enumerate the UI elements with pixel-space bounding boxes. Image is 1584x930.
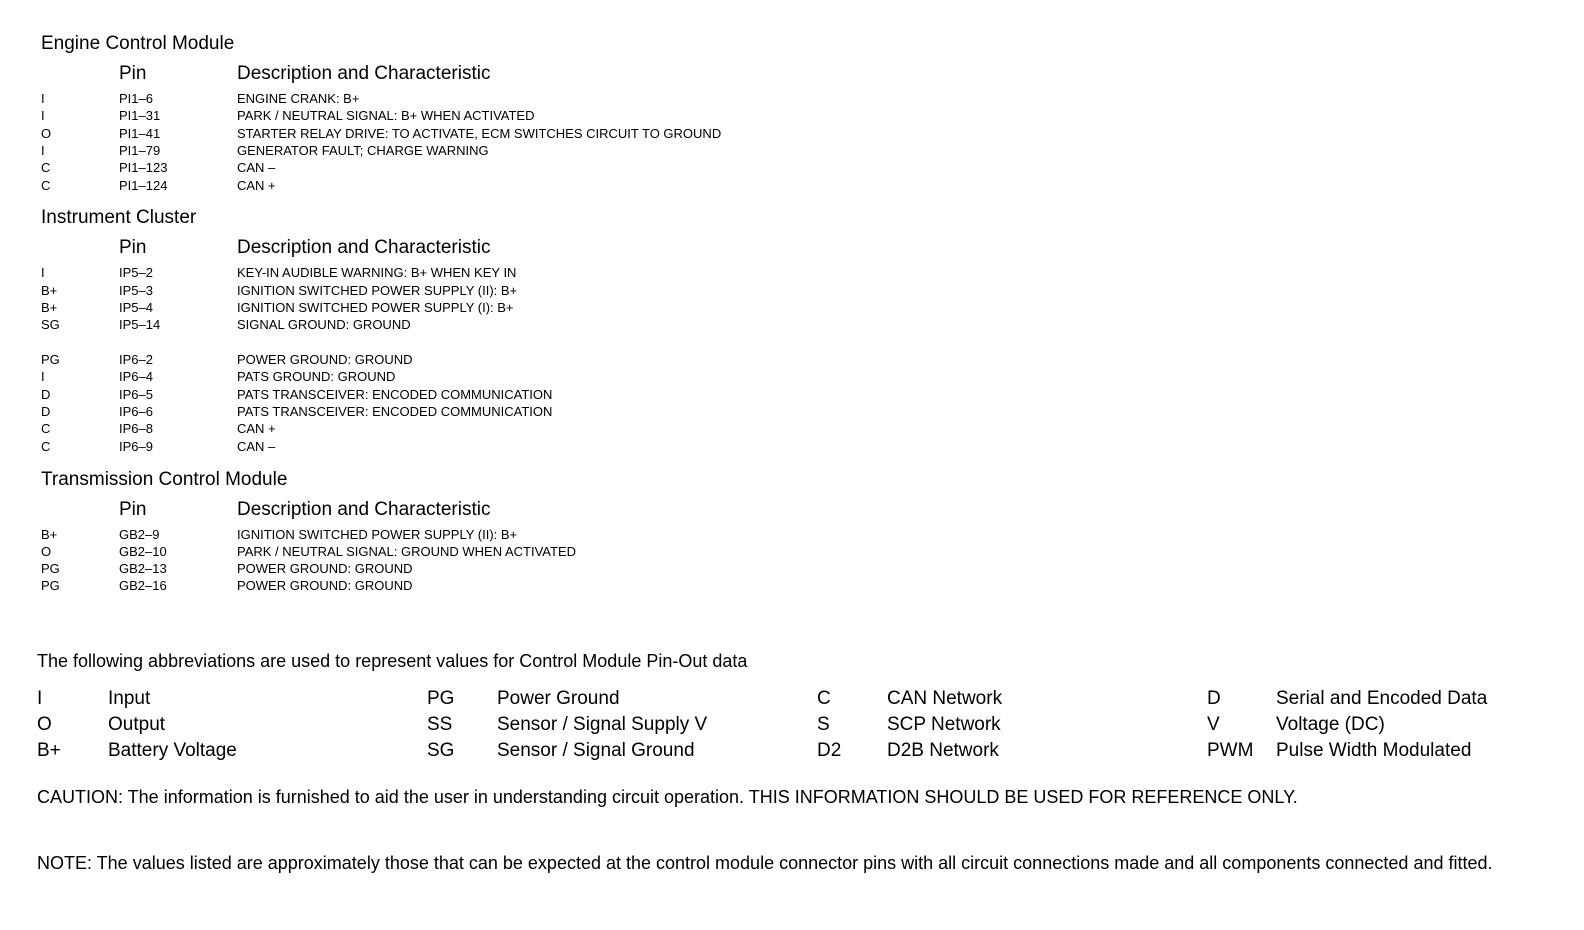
signal-type: C (41, 178, 51, 193)
pin-description: POWER GROUND: GROUND (237, 352, 413, 367)
pin-description: SIGNAL GROUND: GROUND (237, 317, 411, 332)
table-row (0, 438, 900, 455)
signal-type: D (41, 404, 51, 419)
values-note: NOTE: The values listed are approximately those that can be expected at the control module connector pins with all circuit connections made and all components connected and fitted. (37, 853, 1493, 873)
pin-description: IGNITION SWITCHED POWER SUPPLY (II): B+ (237, 527, 518, 542)
abbreviation-key: O (37, 714, 52, 735)
pin-number: PI1–124 (119, 178, 168, 193)
signal-type: B+ (41, 283, 58, 298)
table-row (0, 420, 900, 437)
abbreviation-value: Output (108, 714, 166, 735)
signal-type: I (41, 369, 45, 384)
abbreviations-intro: The following abbreviations are used to represent values for Control Module Pin-Out data (37, 651, 748, 671)
signal-type: SG (41, 317, 60, 332)
signal-type: C (41, 439, 51, 454)
signal-type: C (41, 160, 51, 175)
caution-note: CAUTION: The information is furnished to aid the user in understanding circuit operation. THIS INFORMATION SHOULD BE USED FOR REFERENCE ONLY. (37, 787, 1298, 807)
pin-number: IP5–2 (119, 265, 153, 280)
table-row (0, 299, 900, 316)
pin-description: POWER GROUND: GROUND (237, 578, 413, 593)
signal-type: O (41, 126, 52, 141)
table-row (0, 142, 900, 159)
table-row (0, 90, 900, 107)
table-row (0, 560, 900, 577)
section-engine-control-module (0, 33, 900, 198)
pin-description: PATS TRANSCEIVER: ENCODED COMMUNICATION (237, 404, 553, 419)
abbreviations-legend (0, 686, 1584, 766)
pin-column-header: Pin (119, 237, 147, 258)
table-row (0, 526, 900, 543)
pin-description: POWER GROUND: GROUND (237, 561, 413, 576)
table-row (0, 403, 900, 420)
pin-column-header: Pin (119, 63, 147, 84)
abbreviation-key: I (37, 688, 43, 709)
table-row (0, 577, 900, 594)
signal-type: B+ (41, 300, 58, 315)
abbreviation-value: Power Ground (497, 688, 620, 709)
abbreviation-key: C (817, 688, 831, 709)
pin-number: IP5–14 (119, 317, 161, 332)
pin-number: IP6–8 (119, 421, 153, 436)
table-row (0, 107, 900, 124)
signal-type: B+ (41, 527, 58, 542)
abbreviation-key: PWM (1207, 740, 1254, 761)
pin-number: IP6–9 (119, 439, 153, 454)
pin-description: GENERATOR FAULT; CHARGE WARNING (237, 143, 489, 158)
pin-column-header: Pin (119, 499, 147, 520)
section-instrument-cluster (0, 207, 900, 457)
abbreviation-key: D (1207, 688, 1221, 709)
pin-description: ENGINE CRANK: B+ (237, 91, 360, 106)
pin-description: PATS TRANSCEIVER: ENCODED COMMUNICATION (237, 387, 553, 402)
pin-description: CAN – (237, 160, 276, 175)
pin-number: PI1–79 (119, 143, 161, 158)
pin-number: GB2–9 (119, 527, 160, 542)
section-title: Engine Control Module (41, 33, 235, 54)
abbreviation-value: Sensor / Signal Supply V (497, 714, 708, 735)
abbreviation-key: D2 (817, 740, 842, 761)
table-row (0, 386, 900, 403)
table-row (0, 264, 900, 281)
pin-number: IP5–3 (119, 283, 153, 298)
pin-number: PI1–123 (119, 160, 168, 175)
pin-number: IP5–4 (119, 300, 153, 315)
signal-type: I (41, 91, 45, 106)
pin-description: CAN – (237, 439, 276, 454)
pin-description: CAN + (237, 178, 276, 193)
abbreviation-value: SCP Network (887, 714, 1001, 735)
table-row (0, 159, 900, 176)
pin-number: PI1–31 (119, 108, 161, 123)
signal-type: D (41, 387, 51, 402)
section-transmission-control-module (0, 469, 900, 599)
pin-number: IP6–5 (119, 387, 153, 402)
pin-number: IP6–4 (119, 369, 153, 384)
table-row (0, 368, 900, 385)
pin-number: PI1–41 (119, 126, 161, 141)
signal-type: C (41, 421, 51, 436)
abbreviation-value: Voltage (DC) (1276, 714, 1385, 735)
pin-number: GB2–10 (119, 544, 167, 559)
pin-description: PARK / NEUTRAL SIGNAL: GROUND WHEN ACTIVATED (237, 544, 577, 559)
pin-number: GB2–13 (119, 561, 167, 576)
abbreviation-value: Serial and Encoded Data (1276, 688, 1488, 709)
abbreviation-value: Pulse Width Modulated (1276, 740, 1472, 761)
pin-number: IP6–6 (119, 404, 153, 419)
table-row (0, 351, 900, 368)
section-title: Instrument Cluster (41, 207, 197, 228)
table-row (0, 177, 900, 194)
table-row (0, 316, 900, 333)
description-column-header: Description and Characteristic (237, 499, 491, 520)
signal-type: I (41, 265, 45, 280)
abbreviation-value: D2B Network (887, 740, 999, 761)
abbreviation-value: CAN Network (887, 688, 1003, 709)
table-row (0, 543, 900, 560)
signal-type: PG (41, 561, 60, 576)
pin-number: GB2–16 (119, 578, 167, 593)
abbreviation-key: SG (427, 740, 455, 761)
abbreviation-row (0, 738, 1584, 764)
pin-number: IP6–2 (119, 352, 153, 367)
abbreviation-key: V (1207, 714, 1220, 735)
description-column-header: Description and Characteristic (237, 63, 491, 84)
pin-description: IGNITION SWITCHED POWER SUPPLY (I): B+ (237, 300, 514, 315)
signal-type: PG (41, 578, 60, 593)
table-row (0, 282, 900, 299)
signal-type: PG (41, 352, 60, 367)
pin-description: PATS GROUND: GROUND (237, 369, 396, 384)
pin-description: IGNITION SWITCHED POWER SUPPLY (II): B+ (237, 283, 518, 298)
abbreviation-key: S (817, 714, 830, 735)
abbreviation-row (0, 686, 1584, 712)
signal-type: I (41, 143, 45, 158)
pin-description: PARK / NEUTRAL SIGNAL: B+ WHEN ACTIVATED (237, 108, 535, 123)
pin-number: PI1–6 (119, 91, 153, 106)
abbreviation-key: SS (427, 714, 453, 735)
pin-description: KEY-IN AUDIBLE WARNING: B+ WHEN KEY IN (237, 265, 517, 280)
abbreviation-value: Input (108, 688, 151, 709)
signal-type: O (41, 544, 52, 559)
abbreviation-value: Sensor / Signal Ground (497, 740, 695, 761)
pin-description: STARTER RELAY DRIVE: TO ACTIVATE, ECM SWITCHES CIRCUIT TO GROUND (237, 126, 722, 141)
abbreviation-key: PG (427, 688, 455, 709)
section-title: Transmission Control Module (41, 469, 288, 490)
abbreviation-key: B+ (37, 740, 61, 761)
pin-description: CAN + (237, 421, 276, 436)
abbreviation-value: Battery Voltage (108, 740, 237, 761)
abbreviation-row (0, 712, 1584, 738)
signal-type: I (41, 108, 45, 123)
description-column-header: Description and Characteristic (237, 237, 491, 258)
table-row (0, 125, 900, 142)
